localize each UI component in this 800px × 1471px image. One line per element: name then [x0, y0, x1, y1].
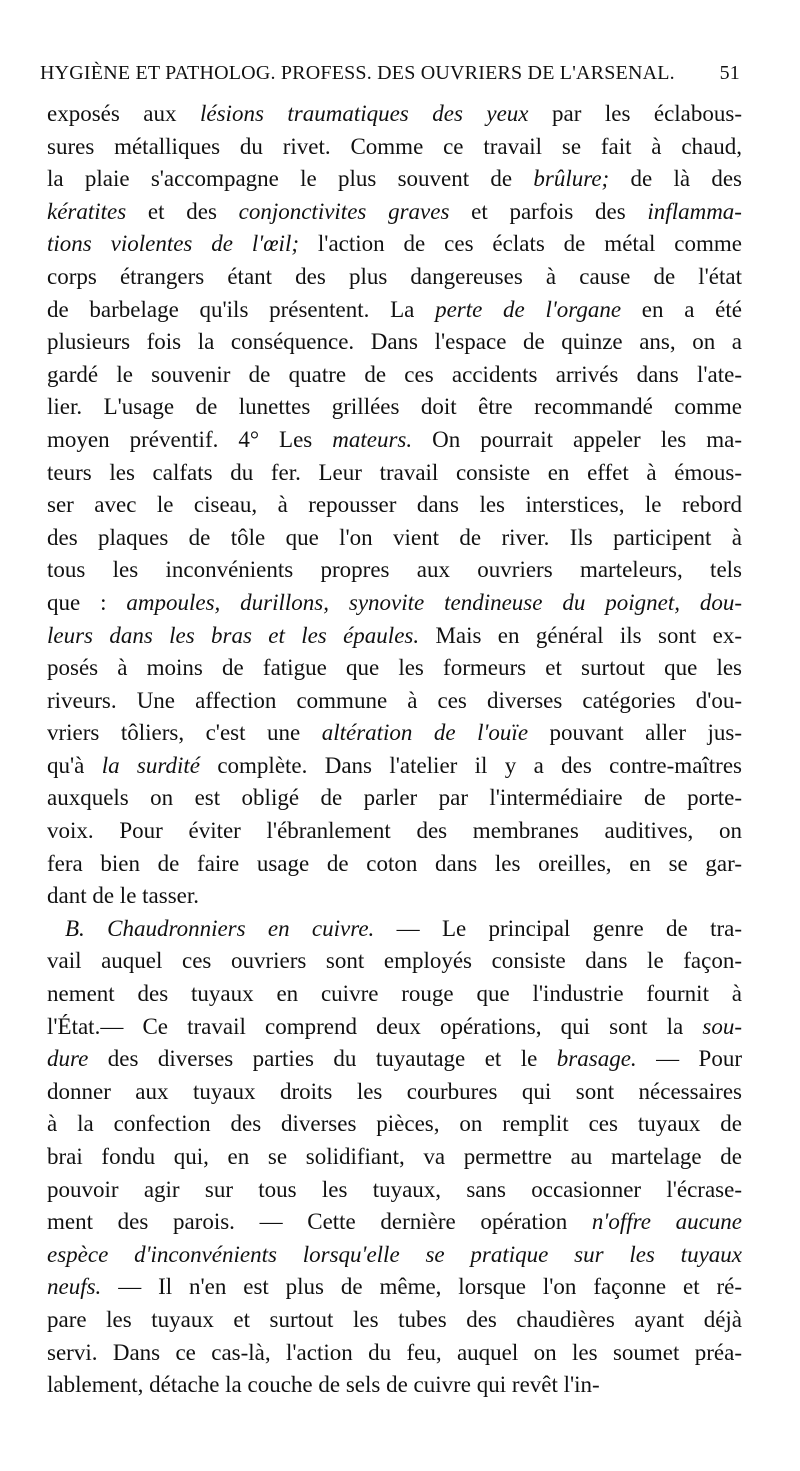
text-line	[47, 98, 742, 131]
text-line	[47, 131, 742, 164]
text-line	[47, 587, 742, 620]
text-run: Mais en général ils sont ex-	[419, 622, 743, 648]
text-line	[47, 978, 742, 1011]
text-run: donner aux tuyaux droits les courbures qui sont nécessaires	[47, 1078, 742, 1104]
text-run: voix. Pour éviter l'ébranlement des membranes auditives, on	[47, 818, 742, 844]
text-run: ser avec le ciseau, à repousser dans les interstices, le rebord	[47, 492, 742, 518]
text-run: sures métalliques du rivet. Comme ce travail se fait à chaud,	[47, 133, 742, 159]
text-run: servi. Dans ce cas-là, l'action du feu, auquel on les soumet préa-	[47, 1339, 742, 1365]
text-run: et des	[126, 198, 239, 224]
text-run: par les éclabous-	[528, 101, 742, 126]
text-line	[47, 1271, 742, 1304]
text-line	[47, 782, 742, 815]
text-run: des plaques de tôle que l'on vient de river. Ils participent à	[47, 524, 742, 550]
text-line	[47, 1304, 742, 1337]
text-line	[47, 1108, 742, 1141]
italic-text: conjonctivites graves	[238, 198, 450, 224]
italic-text: ampoules, durillons, synovite tendineuse du poignet, dou-	[126, 589, 743, 615]
italic-text: inflamma-	[647, 198, 742, 224]
text-run: lablement, détache la couche de sels de cuivre qui revêt l'in-	[47, 1372, 600, 1398]
text-line	[47, 196, 742, 229]
italic-text: n'offre aucune	[591, 1209, 742, 1235]
italic-text: altération de l'ouïe	[321, 720, 529, 746]
text-run: dant de le tasser.	[47, 883, 200, 909]
italic-text: perte de l'organe	[435, 296, 622, 322]
text-run: On pourrait appeler les ma-	[412, 426, 742, 452]
text-line	[47, 717, 742, 750]
text-line	[47, 359, 742, 392]
text-run: pouvant aller jus-	[528, 720, 742, 746]
text-run: que :	[47, 589, 127, 615]
text-run: brai fondu qui, en se solidifiant, va permettre au martelage de	[47, 1144, 742, 1169]
text-line	[47, 1239, 742, 1272]
text-run: et parfois des	[449, 198, 648, 224]
text-line	[47, 685, 742, 718]
text-line	[47, 261, 742, 294]
text-run: auxquels on est obligé de parler par l'intermédiaire de porte-	[47, 785, 742, 811]
text-line	[47, 913, 742, 946]
text-line	[47, 294, 742, 327]
text-line	[47, 1043, 742, 1076]
text-line	[47, 489, 742, 522]
text-run: — Le principal genre de tra-	[374, 915, 742, 941]
text-line	[47, 848, 742, 881]
italic-text: leurs dans les bras et les épaules.	[47, 622, 420, 648]
text-run: la plaie s'accompagne le plus souvent de	[47, 166, 534, 192]
text-line	[47, 1369, 742, 1402]
text-run: à la confection des diverses pièces, on remplit ces tuyaux de	[47, 1111, 742, 1137]
italic-text: brasage.	[556, 1046, 637, 1072]
text-run: lier. L'usage de lunettes grillées doit être recommandé comme	[47, 394, 742, 420]
text-line	[47, 945, 742, 978]
text-run: en a été	[621, 296, 742, 322]
text-line	[47, 880, 742, 913]
italic-text: la surdité	[101, 752, 200, 778]
text-run: — Il n'en est plus de même, lorsque l'on façonne et ré-	[101, 1274, 742, 1300]
text-line	[47, 1011, 742, 1044]
text-run: complète. Dans l'atelier il y a des contre-maîtres	[199, 752, 742, 778]
italic-text: brûlure;	[533, 166, 610, 192]
text-run: de barbelage qu'ils présentent. La	[47, 296, 436, 322]
body-text	[47, 98, 742, 1402]
italic-text: neufs.	[47, 1274, 102, 1300]
running-title: HYGIÈNE ET PATHOLOG. PROFESS. DES OUVRIERS DE L'ARSENAL.	[40, 62, 675, 84]
text-run: riveurs. Une affection commune à ces diverses catégories d'ou-	[47, 687, 742, 713]
text-line	[47, 326, 742, 359]
text-line	[47, 457, 742, 490]
text-line	[47, 163, 742, 196]
italic-text: kératites	[47, 198, 127, 224]
text-line	[47, 815, 742, 848]
text-run: ment des parois. — Cette dernière opération	[47, 1209, 592, 1235]
text-line	[47, 424, 742, 457]
running-head	[40, 62, 740, 92]
italic-text: sou-	[702, 1013, 742, 1039]
text-run: pouvoir agir sur tous les tuyaux, sans occasionner l'écrase-	[47, 1176, 742, 1202]
italic-text: B. Chaudronniers en cuivre.	[65, 915, 375, 941]
text-run: moyen préventif. 4° Les	[47, 426, 333, 452]
text-run: vriers tôliers, c'est une	[47, 720, 322, 746]
text-run: de là des	[609, 166, 742, 192]
text-line	[47, 1337, 742, 1370]
text-run: posés à moins de fatigue que les formeurs et surtout que les	[47, 655, 742, 681]
text-run: — Pour	[636, 1046, 743, 1072]
text-line	[47, 1141, 742, 1174]
text-run: teurs les calfats du fer. Leur travail consiste en effet à émous-	[47, 459, 742, 485]
italic-text: dure	[47, 1046, 89, 1072]
text-line	[47, 391, 742, 424]
text-run: l'action de ces éclats de métal comme	[299, 231, 742, 257]
text-run: corps étrangers étant des plus dangereuses à cause de l'état	[47, 263, 742, 289]
text-line	[47, 1076, 742, 1109]
text-line	[47, 750, 742, 783]
text-run: l'État.— Ce travail comprend deux opérations, qui sont la	[47, 1013, 703, 1039]
page-number: 51	[719, 62, 740, 84]
text-line	[47, 554, 742, 587]
text-line	[47, 1206, 742, 1239]
text-run: pare les tuyaux et surtout les tubes des chaudières ayant déjà	[47, 1306, 742, 1332]
text-run: plusieurs fois la conséquence. Dans l'espace de quinze ans, on a	[47, 329, 742, 355]
text-line	[47, 522, 742, 555]
italic-text: mateurs.	[332, 426, 413, 452]
text-line	[47, 228, 742, 261]
text-run: fera bien de faire usage de coton dans les oreilles, en se gar-	[47, 850, 742, 876]
text-line	[47, 620, 742, 653]
text-run: des diverses parties du tuyautage et le	[88, 1046, 557, 1072]
text-run: gardé le souvenir de quatre de ces accidents arrivés dans l'ate-	[47, 361, 742, 387]
text-run: exposés aux	[47, 101, 200, 126]
text-line	[47, 1174, 742, 1207]
text-run: tous les inconvénients propres aux ouvriers marteleurs, tels	[47, 557, 742, 583]
text-run: qu'à	[47, 752, 102, 778]
italic-text: tions violentes de l'œil;	[47, 231, 299, 257]
text-run: vail auquel ces ouvriers sont employés consiste dans le façon-	[47, 948, 742, 974]
text-line	[47, 652, 742, 685]
italic-text: espèce d'inconvénients lorsqu'elle se pratique sur les tuyaux	[47, 1241, 742, 1267]
text-run: nement des tuyaux en cuivre rouge que l'industrie fournit à	[47, 981, 742, 1007]
italic-text: lésions traumatiques des yeux	[200, 101, 529, 126]
